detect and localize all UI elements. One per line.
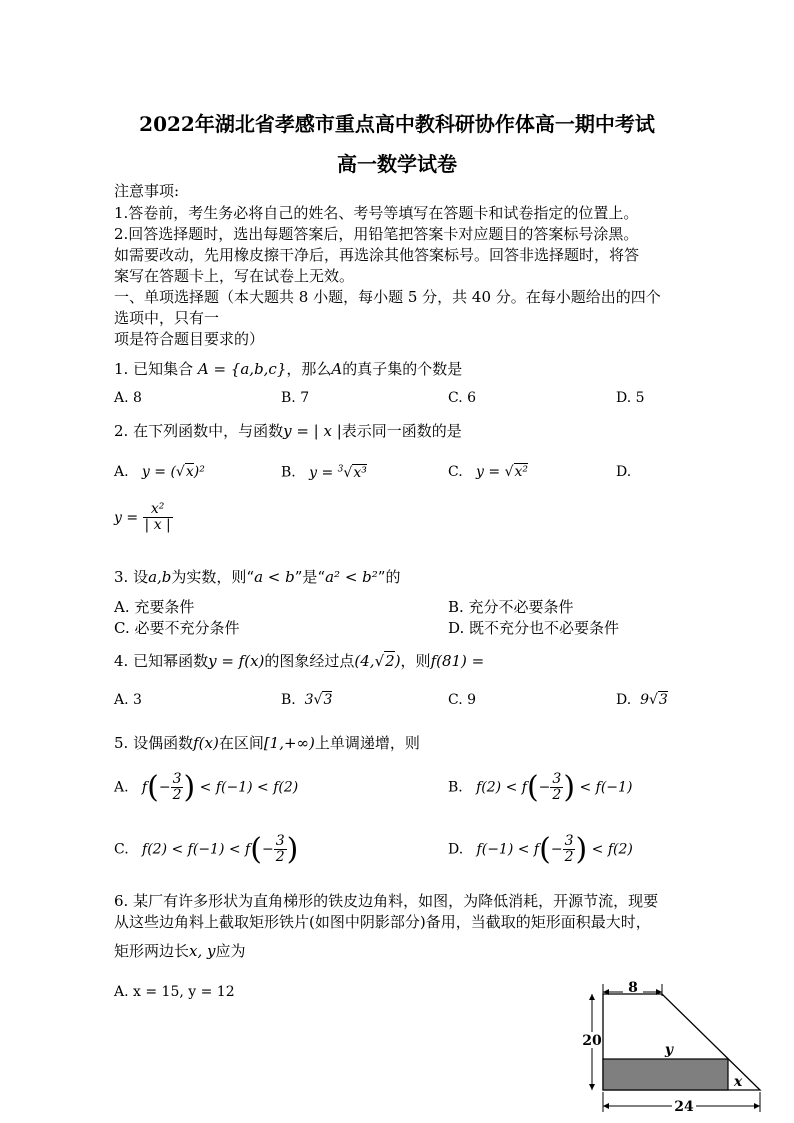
notes-heading: 注意事项: [114,182,180,200]
notes-item-2-line-1: 2.回答选择题时，选出每题答案后，用铅笔把答案卡对应题目的答案标号涂黑。 [114,225,639,243]
shaded-rectangle [603,1059,728,1090]
question-6-line-3 [114,940,246,961]
q3-mid-2: ”是“ [294,568,326,586]
q3-cond-1: a < b [254,568,295,586]
q2-prefix: 2. 在下列函数中，与函数 [114,422,284,440]
question-4-stem [114,650,484,671]
q4-point: (4,√2) [354,652,401,670]
q5-option-c-label: C. [114,841,129,858]
q1-set-expression: A = {a,b,c} [197,360,287,378]
figure-label-x: x [733,1074,743,1090]
q3-mid: 为实数，则“ [171,568,255,586]
q4-option-b: B. 3√3 [281,692,333,708]
notes-item-1: 1.答卷前，考生务必将自己的姓名、考号等填写在答题卡和试卷指定的位置上。 [114,204,639,222]
q1-suffix: ，那么 [286,360,332,378]
q4-mid: 的图象经过点 [264,652,355,670]
exam-subtitle: 高一数学试卷 [337,152,457,176]
q6-line3b: 应为 [215,942,246,960]
notes-item-2-line-2: 如需要改动，先用橡皮擦干净后，再选涂其他答案标号。回答非选择题时，将答 [114,246,640,264]
q3-vars: a,b [148,568,172,586]
q3-option-a: A. 充要条件 [114,598,195,616]
figure-label-bottom: 24 [674,1099,694,1114]
q2-option-b-formula: y = $^3$√x³ [309,464,367,481]
question-5-stem [114,732,420,753]
question-3-stem [114,566,400,587]
figure-label-left: 20 [582,1033,602,1049]
q4-prefix: 4. 已知幂函数 [114,652,209,670]
q5-option-a: A. f(− $\frac{3}{2}$ ) < f(−1) < f(2) [114,770,299,805]
q5-mid: 在区间 [218,734,264,752]
q2-option-d-formula: y = $\frac{\text{x²}}{| x |}$ [114,501,171,534]
q6-line3a: 矩形两边长 [114,942,190,960]
q1-var: A [331,360,343,378]
q1-suffix-2: 的真子集的个数是 [342,360,463,378]
q2-option-b [281,464,367,481]
q2-option-a-formula: y = (√x)² [141,464,205,480]
q5-prefix: 5. 设偶函数 [114,734,194,752]
exam-title: 2022年湖北省孝感市重点高中教科研协作体高一期中考试 [139,112,655,136]
q2-option-c [448,464,528,480]
q2-option-a [114,464,205,480]
q5-option-c: C. f(2) < f(−1) < f(− $\frac{3}{2}$ ) [114,832,299,867]
section-heading-line-3: 项是符合题目要求的） [114,330,265,348]
q3-prefix: 3. 设 [114,568,149,586]
q1-option-d: D. 5 [616,390,645,406]
figure-label-y: y [664,1042,674,1058]
q4-option-d: D. 9√3 [616,692,668,708]
q4-option-c: C. 9 [448,692,477,708]
figure-label-top: 8 [628,980,638,996]
q5-option-d-label: D. [448,841,464,858]
q2-option-c-formula: y = √x² [476,464,529,480]
q2-option-d-fraction: $\frac{\text{x²}}{| x |}$ [144,501,171,534]
question-1-stem [114,358,462,379]
q4-suffix: ，则 [400,652,431,670]
q4-option-a: A. 3 [114,692,142,708]
notes-item-2-line-3: 案写在答题卡上，写在试卷上无效。 [114,267,355,285]
q5-option-a-label: A. [114,779,129,796]
q2-option-c-label: C. [448,464,463,480]
q1-option-a: A. 8 [114,390,142,406]
q2-function: y = | x | [283,422,342,440]
q3-suffix: ”的 [377,568,401,586]
q6-option-a: A. x = 15, y = 12 [114,984,235,1000]
question-6-line-1: 6. 某厂有许多形状为直角梯形的铁皮边角料，如图，为降低消耗，开源节流，现要 [114,892,659,910]
q3-option-c: C. 必要不充分条件 [114,619,240,637]
q1-option-b: B. 7 [281,390,310,406]
q2-option-a-label: A. [114,464,129,480]
q1-option-c: C. 6 [448,390,477,406]
q5-interval: [1,+∞) [263,734,315,752]
q3-option-b: B. 充分不必要条件 [448,598,574,616]
q2-option-d-label: D. [616,464,632,480]
trapezoid-figure [578,974,768,1114]
q3-cond-2: a² < b² [325,568,378,586]
q5-function: f(x) [193,734,219,752]
question-2-stem [114,420,462,441]
q5-option-b-label: B. [448,779,463,796]
q4-function: y = f(x) [208,652,265,670]
q2-suffix: 表示同一函数的是 [341,422,462,440]
q5-option-b: B. f(2) < f(− $\frac{3}{2}$ ) < f(−1) [448,770,633,805]
q5-option-d: D. f(−1) < f(− $\frac{3}{2}$ ) < f(2) [448,832,633,867]
section-heading-line-2: 选项中，只有一 [114,309,220,327]
question-6-line-2: 从这些边角料上截取矩形铁片(如图中阴影部分)备用，当截取的矩形面积最大时， [114,913,651,931]
q6-vars: x, y [189,942,216,960]
q2-option-b-label: B. [281,464,296,481]
section-heading-line-1: 一、单项选择题（本大题共 8 小题，每小题 5 分，共 40 分。在每小题给出的四个 [114,288,661,306]
q4-tail: f(81) = [430,652,485,670]
q1-prefix: 1. 已知集合 [114,360,194,378]
q3-option-d: D. 既不充分也不必要条件 [448,619,620,637]
q5-suffix: 上单调递增，则 [314,734,420,752]
